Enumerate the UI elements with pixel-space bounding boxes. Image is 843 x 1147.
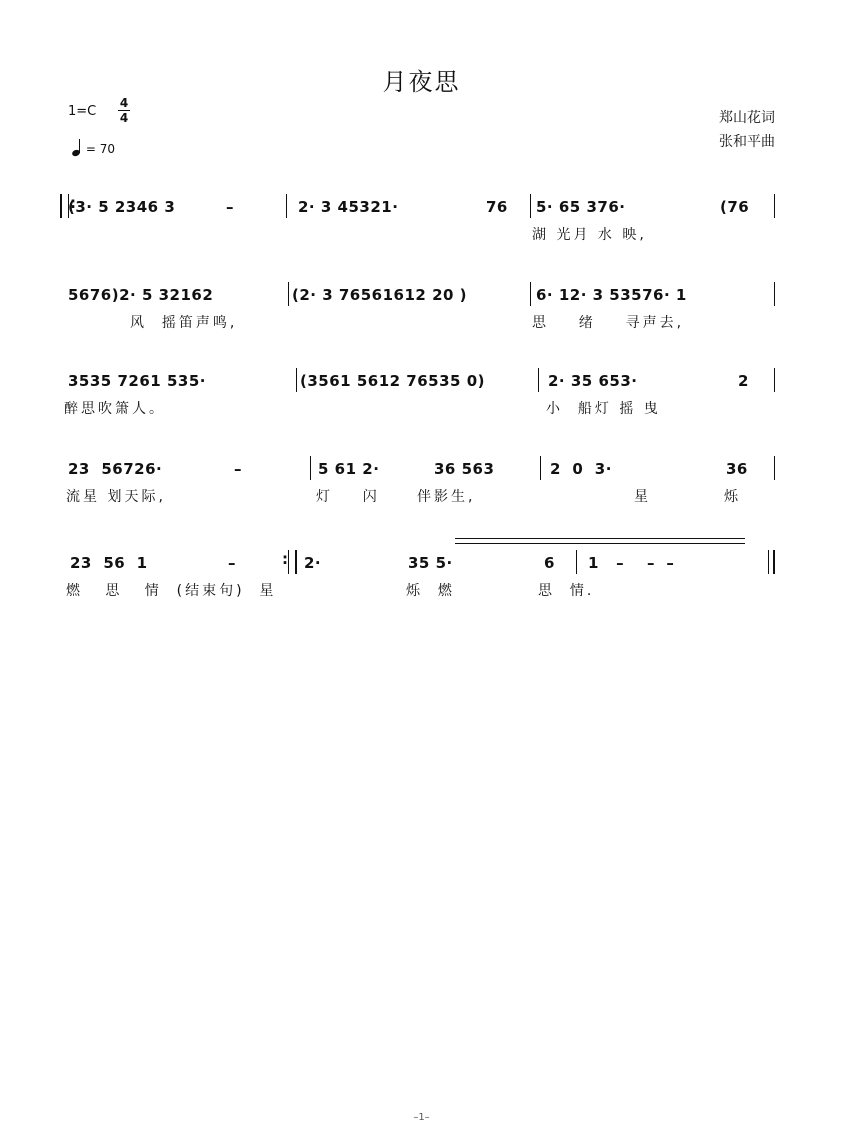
note-group: 23 56726· — [68, 460, 163, 478]
lyric-text: 思 情. — [538, 583, 595, 599]
note-group: – — [226, 198, 234, 216]
barline — [296, 368, 297, 392]
lyrics-line — [60, 580, 785, 602]
notation-line — [60, 554, 785, 580]
lyric-text: 思 绪 寻声去, — [532, 315, 685, 331]
barline — [288, 282, 289, 306]
score-system-5 — [60, 554, 785, 602]
lyrics-line — [60, 398, 785, 420]
note-group: 76 — [486, 198, 508, 216]
note-group: 5676)2· 5 32162 — [68, 286, 214, 304]
notation-line — [60, 460, 785, 486]
notation-line — [60, 286, 785, 312]
barline — [288, 550, 297, 574]
note-group: 5 61 2· — [318, 460, 380, 478]
note-group: 3535 7261 535· — [68, 372, 206, 390]
key-signature: 1=C — [68, 104, 97, 119]
lyric-text: 烁 燃 — [406, 583, 455, 599]
note-group: 5· 65 376· — [536, 198, 626, 216]
lyric-text: 醉思吹箫人。 — [64, 401, 166, 417]
barline — [576, 550, 577, 574]
note-group: (2· 3 76561612 20 ) — [292, 286, 468, 304]
lyric-text: 灯 闪 伴影生, — [316, 489, 476, 505]
page-number: –1– — [413, 1112, 430, 1123]
note-group: 36 563 — [434, 460, 495, 478]
time-signature-top: 4 — [119, 96, 129, 110]
notation-line — [60, 372, 785, 398]
note-group: 2 0 3· — [550, 460, 612, 478]
composer-credit: 张和平曲 — [719, 134, 775, 150]
volta-brackets — [455, 538, 745, 548]
barline — [768, 550, 775, 574]
note-group: 1 – – – — [588, 554, 675, 572]
barline — [286, 194, 287, 218]
lyricist-credit: 郑山花词 — [719, 110, 775, 126]
score-system-3 — [60, 372, 785, 420]
time-signature-bottom: 4 — [119, 111, 129, 125]
note-group: 6 — [544, 554, 555, 572]
note-group: (3· 5 2346 3 — [68, 198, 176, 216]
note-group: 2 — [738, 372, 749, 390]
lyric-text: 湖 光月 水 映, — [532, 227, 647, 243]
note-group: 36 — [726, 460, 748, 478]
tempo-value: = 70 — [85, 142, 115, 156]
quarter-note-icon — [72, 140, 82, 156]
score-system-1 — [60, 198, 785, 246]
lyric-text: 风 摇笛声鸣, — [130, 315, 238, 331]
score-system-2 — [60, 286, 785, 334]
barline — [540, 456, 541, 480]
lyric-text: 星 — [634, 489, 651, 505]
lyrics-line — [60, 486, 785, 508]
note-group: (76 — [720, 198, 750, 216]
barline — [774, 368, 775, 392]
barline — [310, 456, 311, 480]
barline — [530, 282, 531, 306]
tempo-marking — [72, 140, 115, 156]
lyric-text: 烁 — [724, 489, 741, 505]
time-signature — [118, 97, 130, 124]
lyric-text: 流星 划天际, — [66, 489, 166, 505]
note-group: – — [228, 554, 236, 572]
note-group: (3561 5612 76535 0) — [300, 372, 485, 390]
note-group: 6· 12· 3 53576· 1 — [536, 286, 687, 304]
note-group: – — [234, 460, 242, 478]
lyrics-line — [60, 312, 785, 334]
note-group: 2· 3 45321· — [298, 198, 399, 216]
score-system-4 — [60, 460, 785, 508]
lyrics-line — [60, 224, 785, 246]
note-group: 23 56 1 — [70, 554, 148, 572]
note-group: 2· — [304, 554, 322, 572]
barline — [774, 194, 775, 218]
song-title: 月夜思 — [382, 68, 461, 96]
lyric-text: 燃 思 情 (结束句) 星 — [66, 583, 277, 599]
barline — [530, 194, 531, 218]
note-group: 2· 35 653· — [548, 372, 638, 390]
note-group: 35 5· — [408, 554, 453, 572]
barline — [538, 368, 539, 392]
lyric-text: 小 船灯 摇 曳 — [546, 401, 661, 417]
barline — [774, 282, 775, 306]
notation-line — [60, 198, 785, 224]
barline — [774, 456, 775, 480]
